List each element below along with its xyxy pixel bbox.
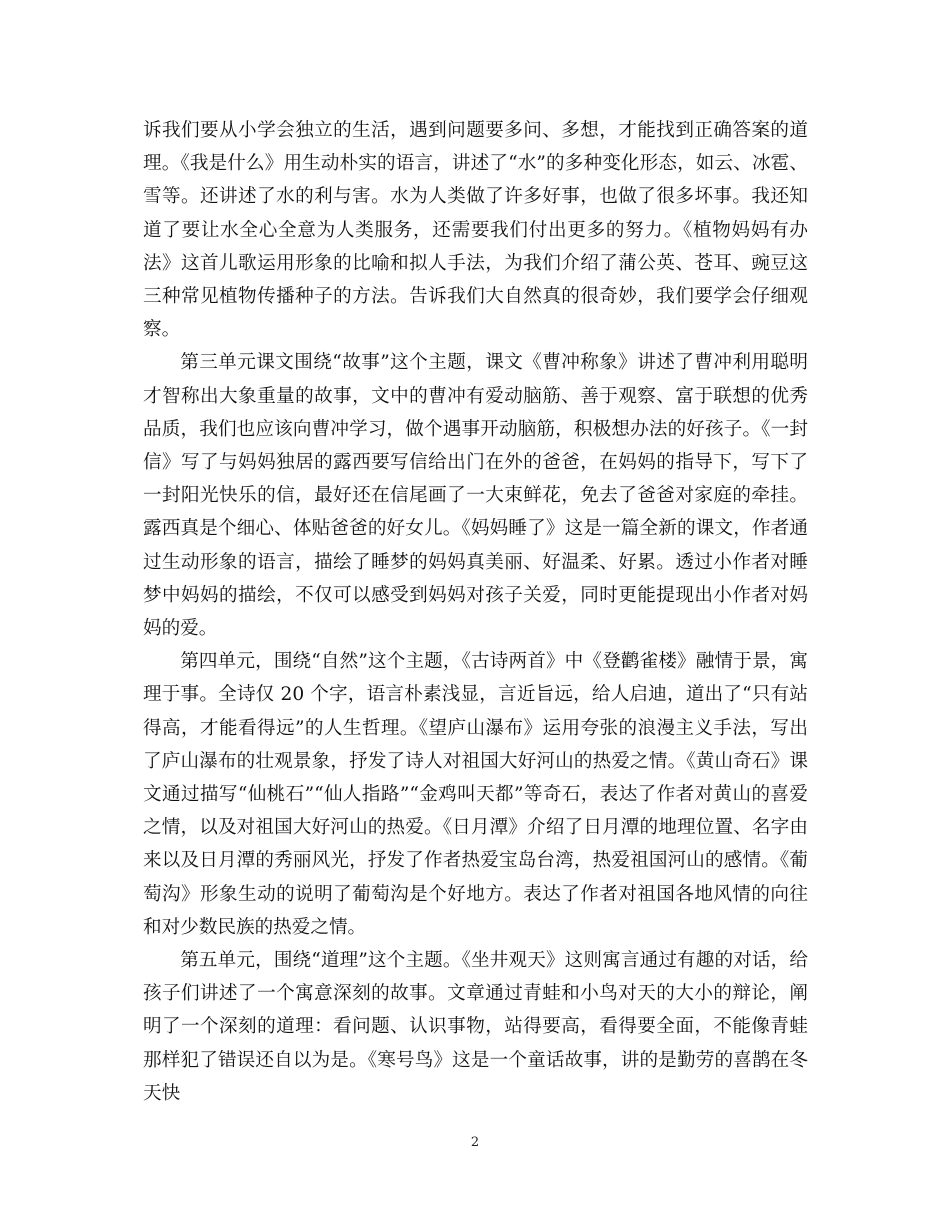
paragraph-continuation: 诉我们要从小学会独立的生活，遇到问题要多问、多想，才能找到正确答案的道理。《我是什么》用生动朴实的语言，讲述了“水”的多种变化形态，如云、冰雹、雪等。还讲述了水的利与害。水为人类做了许多好事，也做了很多坏事。我还知道了要让水全心全意为人类服务，还需要我们付出更多的努力。《植物妈妈有办法》这首儿歌运用形象的比喻和拟人手法，为我们介绍了蒲公英、苍耳、豌豆这三种常见植物传播种子的方法。告诉我们大自然真的很奇妙，我们要学会仔细观察。 — [143, 120, 808, 341]
page-number: 2 — [470, 1135, 480, 1150]
body-text — [143, 114, 808, 1110]
paragraph-unit-five: 第五单元，围绕“道理”这个主题。《坐井观天》这则寓言通过有趣的对话，给孩子们讲述了一个寓意深刻的故事。文章通过青蛙和小鸟对天的大小的辩论，阐明了一个深刻的道理：看问题、认识事物，站得要高，看得要全面，不能像青蛙那样犯了错误还自以为是。《寒号鸟》这是一个童话故事，讲的是勤劳的喜鹊在冬天快 — [143, 950, 808, 1104]
paragraph-unit-three: 第三单元课文围绕“故事”这个主题，课文《曹冲称象》讲述了曹冲利用聪明才智称出大象重量的故事，文中的曹冲有爱动脑筋、善于观察、富于联想的优秀品质，我们也应该向曹冲学习，做个遇事开动脑筋，积极想办法的好孩子。《一封信》写了与妈妈独居的露西要写信给出门在外的爸爸，在妈妈的指导下，写下了一封阳光快乐的信，最好还在信尾画了一大束鲜花，免去了爸爸对家庭的牵挂。露西真是个细心、体贴爸爸的好女儿。《妈妈睡了》这是一篇全新的课文，作者通过生动形象的语言，描绘了睡梦的妈妈真美丽、好温柔、好累。透过小作者对睡梦中妈妈的描绘，不仅可以感受到妈妈对孩子关爱，同时更能提现出小作者对妈妈的爱。 — [143, 352, 808, 640]
paragraph-unit-four: 第四单元，围绕“自然”这个主题，《古诗两首》中《登鹳雀楼》融情于景，寓理于事。全诗仅 20 个字，语言朴素浅显，言近旨远，给人启迪，道出了“只有站得高，才能看得远”的人生哲理。《望庐山瀑布》运用夸张的浪漫主义手法，写出了庐山瀑布的壮观景象，抒发了诗人对祖国大好河山的热爱之情。《黄山奇石》课文通过描写“仙桃石”“仙人指路”“金鸡叫天都”等奇石，表达了作者对黄山的喜爱之情，以及对祖国大好河山的热爱。《日月潭》介绍了日月潭的地理位置、名字由来以及日月潭的秀丽风光，抒发了作者热爱宝岛台湾，热爱祖国河山的感情。《葡萄沟》形象生动的说明了葡萄沟是个好地方。表达了作者对祖国各地风情的向往和对少数民族的热爱之情。 — [143, 651, 808, 938]
